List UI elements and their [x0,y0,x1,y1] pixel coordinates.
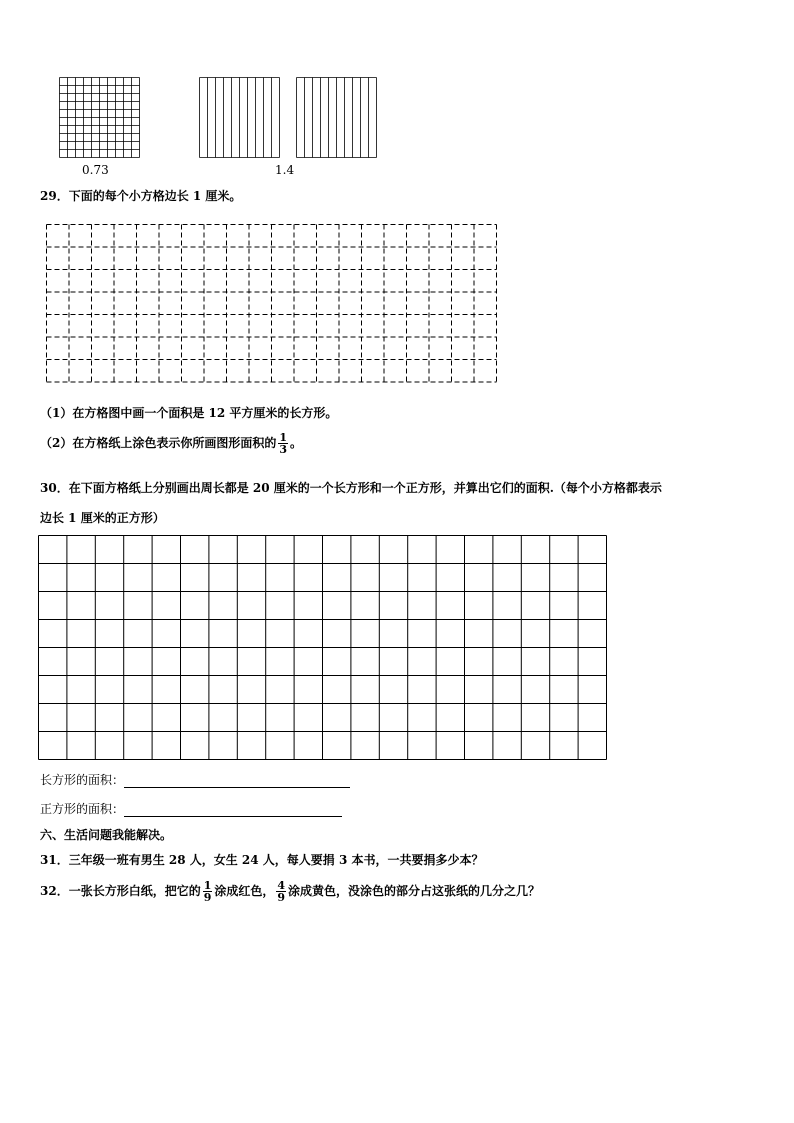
q29-title: 29．下面的每个小方格边长 1 厘米。 [40,189,242,203]
q32-text [40,880,540,903]
grid100-label: 0.73 [82,163,109,177]
q32-suffix: 涂成黄色，没涂色的部分占这张纸的几分之几？ [288,884,541,898]
q29-sub2-suffix: 。 [290,436,303,450]
q30-line2: 边长 1 厘米的正方形） [40,511,165,525]
dashed-square-grid[interactable] [46,224,498,384]
q32-mid: 涂成红色， [214,884,275,898]
ten-strips-figure-2 [296,77,378,159]
fraction-one-third: $\frac{1}{3}$ [279,431,288,456]
fraction-four-ninths: $\frac{4}{9}$ [277,879,286,904]
hundred-square-grid [59,77,141,159]
q29-sub2-prefix: （2）在方格纸上涂色表示你所画图形面积的 [40,436,277,450]
q30-line1: 30．在下面方格纸上分别画出周长都是 20 厘米的一个长方形和一个正方形，并算出它们的面积.（每个小方格都表示 [40,481,662,495]
square-area-answer-line[interactable] [124,816,342,817]
ten-strips-figure-1 [199,77,281,159]
q32-prefix: 32．一张长方形白纸，把它的 [40,884,201,898]
rect-area-label: 长方形的面积： [40,773,125,787]
square-area-row [40,801,342,817]
strips-label: 1.4 [275,163,295,177]
rect-area-row [40,772,350,788]
q31-text: 31．三年级一班有男生 28 人，女生 24 人，每人要捐 3 本书，一共要捐多少本？ [40,853,484,867]
rect-area-answer-line[interactable] [124,787,350,788]
q29-sub2 [40,432,302,455]
square-area-label: 正方形的面积： [40,802,125,816]
fraction-one-ninth: $\frac{1}{9}$ [203,879,212,904]
q29-sub1: （1）在方格图中画一个面积是 12 平方厘米的长方形。 [40,406,338,420]
solid-square-grid[interactable] [38,535,608,761]
section6-heading: 六、生活问题我能解决。 [40,828,173,842]
